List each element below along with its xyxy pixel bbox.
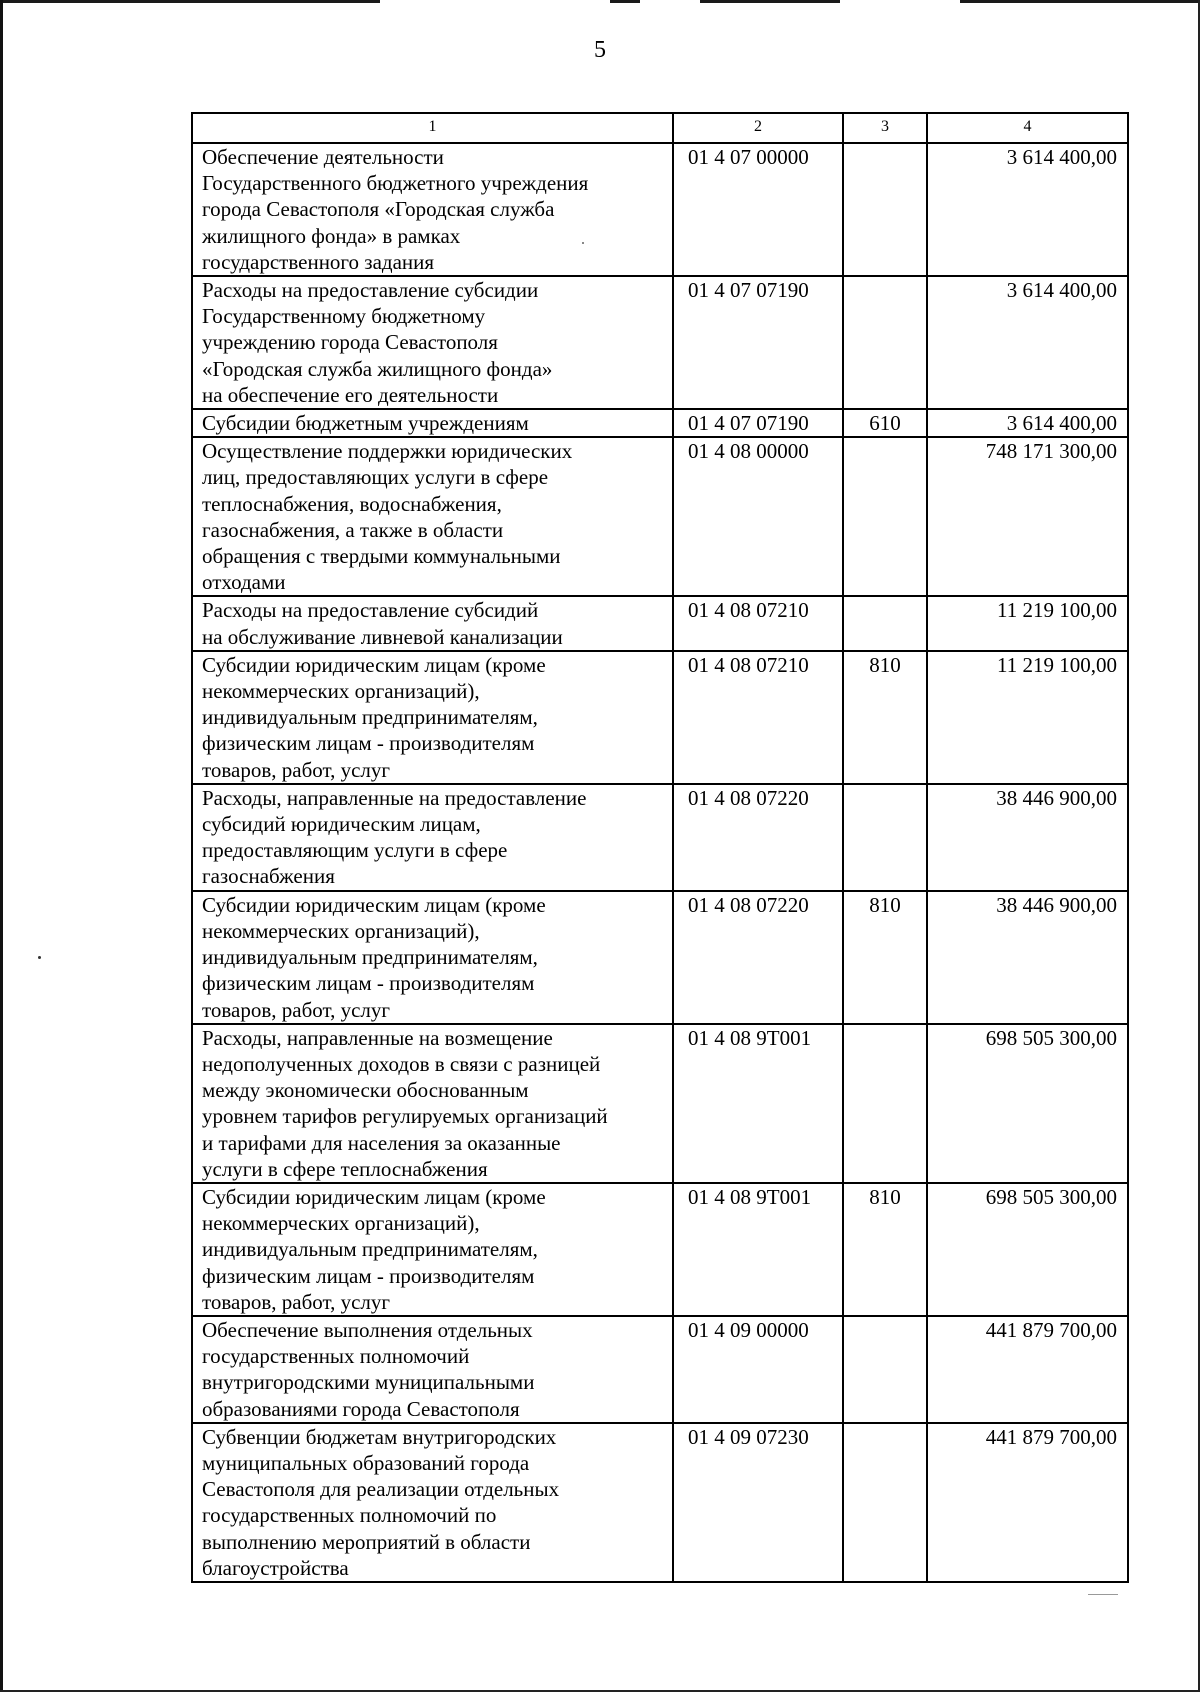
row-type-cell: 610 [843,409,927,437]
scan-speck [38,956,41,959]
scan-edge-left [0,0,3,1692]
row-name-line: уровнем тарифов регулируемых организаций [202,1104,608,1129]
row-type-cell [843,1024,927,1183]
row-type-cell [843,1316,927,1423]
table-row [192,1316,1128,1423]
row-code-cell: 01 4 08 00000 [673,437,843,596]
row-name-line: Субвенции бюджетам внутригородских [202,1424,557,1449]
row-name-line: муниципальных образований города [202,1450,530,1475]
column-header-name: 1 [192,113,673,143]
budget-table [191,112,1129,1583]
row-name-line: индивидуальным предпринимателям, [202,705,538,730]
table-row [192,1183,1128,1316]
table-row [192,437,1128,596]
column-header-type: 3 [843,113,927,143]
scan-edge-top [0,0,1200,3]
row-name-line: субсидий юридическим лицам, [202,812,481,837]
row-name-cell [192,596,673,650]
scan-speck [1088,1594,1118,1595]
row-name-line: государственного задания [202,249,435,274]
row-name-line: теплоснабжения, водоснабжения, [202,491,502,516]
row-name-cell [192,891,673,1024]
row-code-cell: 01 4 08 07210 [673,596,843,650]
row-name-line: недополученных доходов в связи с разницей [202,1051,601,1076]
row-name-line: учреждению города Севастополя [202,330,498,355]
row-code-cell: 01 4 08 07210 [673,651,843,784]
row-amount-cell: 11 219 100,00 [927,651,1128,784]
row-code-cell: 01 4 09 07230 [673,1423,843,1582]
row-name-line: товаров, работ, услуг [202,997,391,1022]
row-name-line: Осуществление поддержки юридических [202,439,573,464]
row-name-cell [192,1183,673,1316]
row-code-cell: 01 4 08 07220 [673,784,843,891]
row-type-cell [843,437,927,596]
row-name-line: услуги в сфере теплоснабжения [202,1156,488,1181]
row-name-line: «Городская служба жилищного фонда» [202,356,553,381]
row-name-line: благоустройства [202,1555,349,1580]
row-name-line: отходами [202,570,286,595]
row-name-line: газоснабжения, а также в области [202,517,504,542]
row-name-line: физическим лицам - производителям [202,1263,535,1288]
row-amount-cell: 3 614 400,00 [927,143,1128,276]
row-amount-cell: 748 171 300,00 [927,437,1128,596]
row-name-line: физическим лицам - производителям [202,731,535,756]
row-name-line: Обеспечение деятельности [202,145,444,169]
row-code-cell: 01 4 07 07190 [673,409,843,437]
row-name-line: Расходы, направленные на предоставление [202,785,587,810]
row-name-cell [192,409,673,437]
row-code-cell: 01 4 07 07190 [673,276,843,409]
row-name-cell [192,437,673,596]
row-type-cell [843,1423,927,1582]
row-name-line: Субсидии юридическим лицам (кроме [202,652,546,677]
row-name-line: Обеспечение выполнения отдельных [202,1317,533,1342]
row-amount-cell: 38 446 900,00 [927,784,1128,891]
row-name-cell [192,784,673,891]
row-name-line: Расходы на предоставление субсидии [202,278,539,303]
row-name-line: некоммерческих организаций), [202,679,480,704]
table-header-row [192,113,1128,143]
row-name-line: выполнению мероприятий в области [202,1529,531,1554]
row-name-cell [192,1024,673,1183]
row-name-cell [192,276,673,409]
row-name-line: Севастополя для реализации отдельных [202,1477,560,1502]
row-type-cell: 810 [843,1183,927,1316]
row-code-cell: 01 4 07 00000 [673,143,843,276]
row-amount-cell: 698 505 300,00 [927,1183,1128,1316]
row-type-cell [843,276,927,409]
row-name-line: государственных полномочий по [202,1503,497,1528]
row-amount-cell: 38 446 900,00 [927,891,1128,1024]
row-amount-cell: 3 614 400,00 [927,409,1128,437]
row-name-line: лиц, предоставляющих услуги в сфере [202,465,549,490]
row-name-line: жилищного фонда» в рамках [202,223,461,248]
table-row [192,409,1128,437]
row-code-cell: 01 4 09 00000 [673,1316,843,1423]
table-row [192,1024,1128,1183]
table-row [192,891,1128,1024]
row-name-line: Расходы на предоставление субсидий [202,598,539,623]
row-name-line: города Севастополя «Городская служба [202,197,555,222]
row-amount-cell: 698 505 300,00 [927,1024,1128,1183]
row-name-cell [192,1316,673,1423]
table-row [192,143,1128,276]
table-row [192,1423,1128,1582]
row-name-cell [192,1423,673,1582]
row-name-cell [192,143,673,276]
row-type-cell: 810 [843,651,927,784]
row-code-cell: 01 4 08 9Т001 [673,1024,843,1183]
column-header-amount: 4 [927,113,1128,143]
row-amount-cell: 11 219 100,00 [927,596,1128,650]
row-code-cell: 01 4 08 9Т001 [673,1183,843,1316]
row-name-line: Субсидии бюджетным учреждениям [202,411,529,436]
row-name-line: государственных полномочий [202,1344,470,1369]
table-row [192,596,1128,650]
row-name-line: некоммерческих организаций), [202,918,480,943]
row-name-line: внутригородскими муниципальными [202,1370,535,1395]
row-code-cell: 01 4 08 07220 [673,891,843,1024]
row-name-line: Субсидии юридическим лицам (кроме [202,1184,546,1209]
row-name-line: на обслуживание ливневой канализации [202,624,563,649]
row-name-line: Государственного бюджетного учреждения [202,171,589,196]
row-name-line: товаров, работ, услуг [202,1289,391,1314]
row-name-cell [192,651,673,784]
row-type-cell [843,784,927,891]
row-type-cell [843,596,927,650]
row-name-line: товаров, работ, услуг [202,757,391,782]
page-number: 5 [594,37,606,63]
row-name-line: между экономически обоснованным [202,1078,529,1103]
row-type-cell: 810 [843,891,927,1024]
row-name-line: Государственному бюджетному [202,304,486,329]
row-name-line: физическим лицам - производителям [202,971,535,996]
row-name-line: индивидуальным предпринимателям, [202,1237,538,1262]
row-name-line: Субсидии юридическим лицам (кроме [202,892,546,917]
row-name-line: индивидуальным предпринимателям, [202,945,538,970]
row-amount-cell: 441 879 700,00 [927,1423,1128,1582]
row-name-line: и тарифами для населения за оказанные [202,1130,561,1155]
row-name-line: обращения с твердыми коммунальными [202,544,561,569]
row-name-line: на обеспечение его деятельности [202,382,499,407]
row-amount-cell: 3 614 400,00 [927,276,1128,409]
row-name-line: некоммерческих организаций), [202,1211,480,1236]
row-name-line: газоснабжения [202,864,335,889]
row-name-line: предоставляющим услуги в сфере [202,838,508,863]
row-name-line: Расходы, направленные на возмещение [202,1025,553,1050]
row-type-cell [843,143,927,276]
row-name-line: образованиями города Севастополя [202,1396,520,1421]
table-row [192,784,1128,891]
table-row [192,651,1128,784]
row-amount-cell: 441 879 700,00 [927,1316,1128,1423]
table-row [192,276,1128,409]
column-header-code: 2 [673,113,843,143]
